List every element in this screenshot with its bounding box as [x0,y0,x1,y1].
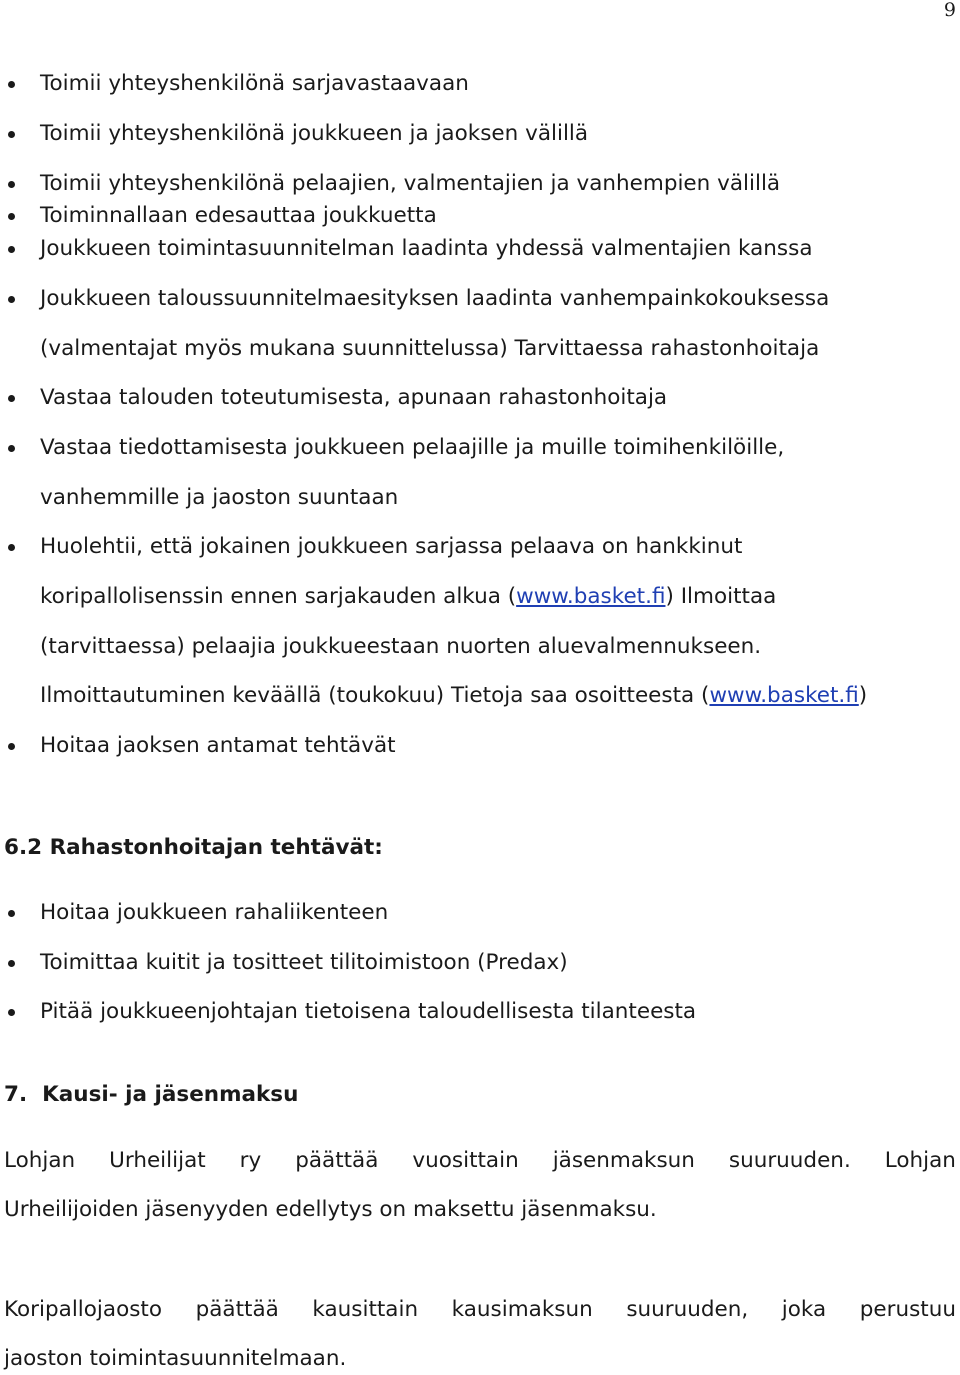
bullet-icon [8,743,15,750]
word: Lohjan [884,1148,956,1173]
continuation-line [40,337,819,361]
paragraph-line [4,1298,956,1322]
word: päättää [295,1148,379,1173]
list-item-text: Pitää joukkueenjohtajan tietoisena taloudellisesta tilanteesta [40,999,697,1024]
bullet-icon [8,246,15,253]
section-heading-treasurer: 6.2 Rahastonhoitajan tehtävät: [4,835,383,860]
list-item [0,734,396,758]
list-item-text: Vastaa tiedottamisesta joukkueen pelaajille ja muille toimihenkilöille, [40,435,785,460]
list-item [0,72,469,96]
word: päättää [195,1297,279,1322]
section-heading-fees [4,1083,298,1107]
bullet-icon [8,296,15,303]
bullet-icon [8,910,15,917]
list-item-text: Vastaa talouden toteutumisesta, apunaan rahastonhoitaja [40,385,668,410]
section-title: Kausi- ja jäsenmaksu [42,1082,299,1107]
bullet-icon [8,81,15,88]
bullet-icon [8,960,15,967]
paragraph-line [4,1347,956,1371]
word: suuruuden. [728,1148,851,1173]
continuation-text: (tarvittaessa) pelaajia joukkueestaan nuorten aluevalmennukseen. [40,634,762,659]
list-item-text: Hoitaa joukkueen rahaliikenteen [40,900,389,925]
basket-link[interactable]: www.basket.fi [516,584,666,609]
list-item-text: Toimii yhteyshenkilönä joukkueen ja jaoksen välillä [40,121,589,146]
continuation-line [40,635,761,659]
word: joka [781,1297,827,1322]
list-item [0,204,437,228]
bullet-icon [8,131,15,138]
page-number: 9 [943,0,956,21]
word: Lohjan [4,1148,76,1173]
section-number: 7. [4,1082,28,1107]
paragraph-line [4,1198,956,1222]
list-item [0,122,588,146]
list-item-text: Joukkueen toimintasuunnitelman laadinta yhdessä valmentajien kanssa [40,236,813,261]
bullet-icon [8,1009,15,1016]
word: kausittain [312,1297,419,1322]
paragraph-line [4,1149,956,1173]
list-item-text: Toimii yhteyshenkilönä sarjavastaavaan [40,71,469,96]
list-item [0,287,829,311]
word: vuosittain [412,1148,519,1173]
list-item-text: Toimii yhteyshenkilönä pelaajien, valmentajien ja vanhempien välillä [40,171,781,196]
continuation-text: vanhemmille ja jaoston suuntaan [40,485,399,510]
paragraph-text: Urheilijoiden jäsenyyden edellytys on maksettu jäsenmaksu. [4,1197,657,1222]
list-item-text: Hoitaa jaoksen antamat tehtävät [40,733,396,758]
word: jäsenmaksun [552,1148,695,1173]
bullet-icon [8,395,15,402]
word: Koripallojaosto [4,1297,163,1322]
continuation-text: koripallolisenssin ennen sarjakauden alkua ( [40,584,517,609]
paragraph-text: jaoston toimintasuunnitelmaan. [4,1346,347,1371]
word: ry [239,1148,262,1173]
bullet-icon [8,181,15,188]
continuation-text: ) [858,683,868,708]
word: suuruuden, [626,1297,749,1322]
word: perustuu [859,1297,956,1322]
continuation-text: Ilmoittautuminen keväällä (toukokuu) Tietoja saa osoitteesta ( [40,683,710,708]
word: Urheilijat [109,1148,206,1173]
list-item-text: Toiminnallaan edesauttaa joukkuetta [40,203,437,228]
list-item [0,386,667,410]
basket-link[interactable]: www.basket.fi [709,683,859,708]
continuation-line [40,585,776,609]
bullet-icon [8,213,15,220]
list-item-text: Joukkueen taloussuunnitelmaesityksen laadinta vanhempainkokouksessa [40,286,830,311]
list-item [0,237,813,261]
continuation-line [40,684,867,708]
list-item [0,436,784,460]
list-item [0,172,780,196]
continuation-text: (valmentajat myös mukana suunnittelussa) Tarvittaessa rahastonhoitaja [40,336,820,361]
continuation-line [40,486,398,510]
list-item [0,901,388,925]
list-item [0,1000,696,1024]
list-item-text: Huolehtii, että jokainen joukkueen sarjassa pelaava on hankkinut [40,534,743,559]
list-item [0,951,568,975]
word: kausimaksun [451,1297,593,1322]
list-item-text: Toimittaa kuitit ja tositteet tilitoimistoon (Predax) [40,950,568,975]
list-item [0,535,742,559]
bullet-icon [8,445,15,452]
continuation-text: ) Ilmoittaa [665,584,777,609]
bullet-icon [8,544,15,551]
